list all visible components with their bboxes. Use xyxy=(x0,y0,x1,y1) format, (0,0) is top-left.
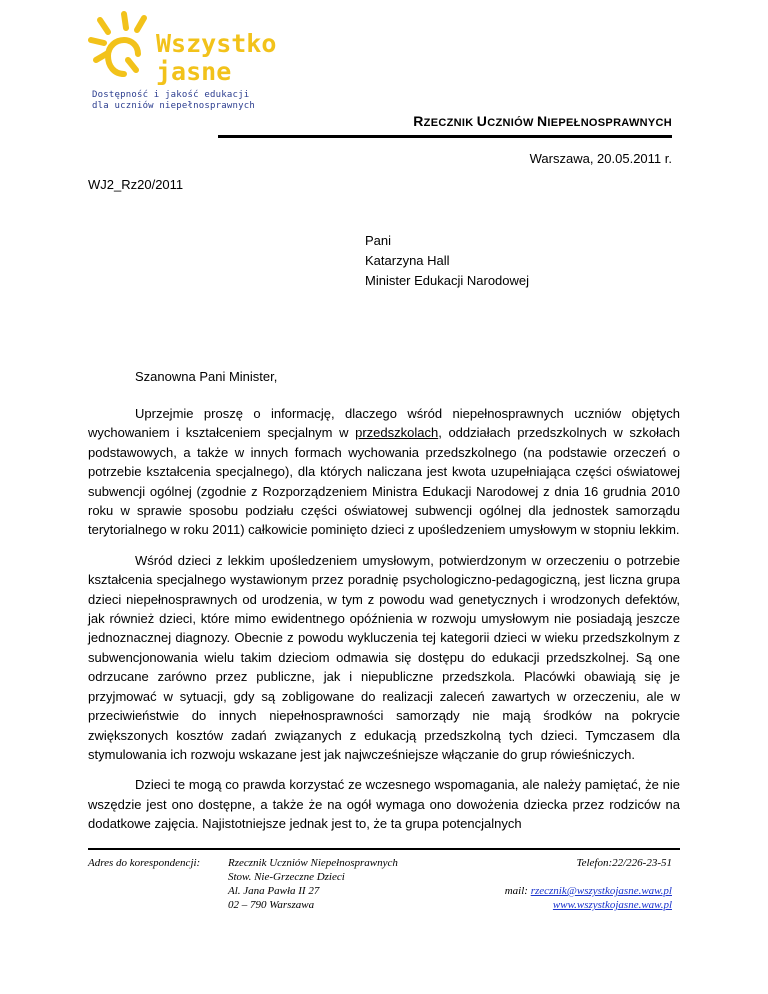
header-rule xyxy=(218,135,672,138)
footer-address: Adres do korespondencji: Rzecznik Uczniów Niepełnosprawnych Stow. Nie-Grzeczne Dzieci Al. Jana Pawła II 27 02 – 790 Warszawa xyxy=(88,857,398,911)
footer-phone: Telefon:22/226-23-51 xyxy=(576,857,672,869)
sun-icon xyxy=(88,8,158,88)
addressee-name: Katarzyna Hall xyxy=(365,253,450,268)
logo-word-wszystko: Wszystko xyxy=(156,29,277,58)
reference-number: WJ2_Rz20/2011 xyxy=(88,177,184,192)
letter-body xyxy=(88,404,680,845)
footer-label: Adres do korespondencji: xyxy=(88,857,201,869)
addressee-title: Minister Edukacji Narodowej xyxy=(365,273,530,288)
email-link[interactable]: rzecznik@wszystkojasne.waw.pl xyxy=(530,885,672,897)
logo xyxy=(88,8,298,118)
addressee-line: Pani xyxy=(365,233,392,248)
paragraph-2: Wśród dzieci z lekkim upośledzeniem umysłowym, potwierdzonym w orzeczeniu o potrzebie kształcenia specjalnego wystawionym przez poradnię psychologiczno-pedagogiczną, jest liczna grupa dzieci niepełnosprawnych od urodzenia, w tym z powodu wad genetycznych i wrodzonych defektów, jak również dzieci, które mimo ewidentnego opóźnienia w rozwoju umysłowym nie posiadają jeszcze jednoznacznej diagnozy. Obecnie z powodu wykluczenia tej kategorii dzieci w wieku przedszkolnym z subwencjonowania wielu takim dzieciom odmawia się dostępu do edukacji przedszkolnej. Są one odrzucane zarówno przez publiczne, jak i niepubliczne przedszkola. Placówki obawiają się je przyjmować w sytuacji, gdy są zobligowane do realizacji zaleceń zawartych w orzeczeniu, ale w przeciwieństwie do innych niepełnosprawności samorządy nie mają środków na pokrycie zwiększonych kosztów zadań związanych z edukacją przedszkolną tych dzieci. Tymczasem dla stymulowania ich rozwoju wskazane jest jak najwcześniejsze włączanie do grup rówieśniczych. xyxy=(88,552,680,762)
logo-word-jasne: jasne xyxy=(156,57,232,86)
letter-date: Warszawa, 20.05.2011 r. xyxy=(529,151,672,166)
logo-tagline: Dostępność i jakość edukacji xyxy=(92,90,250,100)
underlined-term: przedszkolach xyxy=(355,425,439,441)
paragraph-1: Uprzejmie proszę o informację, dlaczego wśród niepełnosprawnych uczniów objętych wychowaniem i kształceniem specjalnym w przedszkolach, oddziałach przedszkolnych w szkołach podstawowych, a także w innych formach wychowania przedszkolnego (na podstawie orzeczeń o potrzebie kształcenia specjalnego), dla których naliczana jest kwota uzupełniająca części oświatowej subwencji ogólnej (zgodnie z Rozporządzeniem Ministra Edukacji Narodowej z dnia 16 grudnia 2010 roku w sprawie sposobu podziału części oświatowej subwencji ogólnej dla jednostek samorządu terytorialnego w roku 2011) całkowicie pominięto dzieci z upośledzeniem umysłowym w stopniu lekkim. xyxy=(88,406,680,538)
addressee-block xyxy=(365,231,529,291)
logo-tagline-2: dla uczniów niepełnosprawnych xyxy=(92,101,255,111)
organization-name: RZECZNIK UCZNIÓW NIEPEŁNOSPRAWNYCH xyxy=(413,113,672,129)
footer-contact: Telefon:22/226-23-51 mail: rzecznik@wszystkojasne.waw.pl www.wszystkojasne.waw.pl xyxy=(504,857,672,911)
greeting: Szanowna Pani Minister, xyxy=(135,369,278,384)
footer-rule xyxy=(88,848,680,850)
paragraph-3: Dzieci te mogą co prawda korzystać ze wczesnego wspomagania, ale należy pamiętać, że nie wszędzie jest ono dostępne, a także że na ogół wymaga ono dowożenia dziecka przez rodziców na dodatkowe zajęcia. Najistotniejsze jednak jest to, że ta grupa potencjalnych xyxy=(88,777,680,832)
website-link[interactable]: www.wszystkojasne.waw.pl xyxy=(552,899,672,911)
